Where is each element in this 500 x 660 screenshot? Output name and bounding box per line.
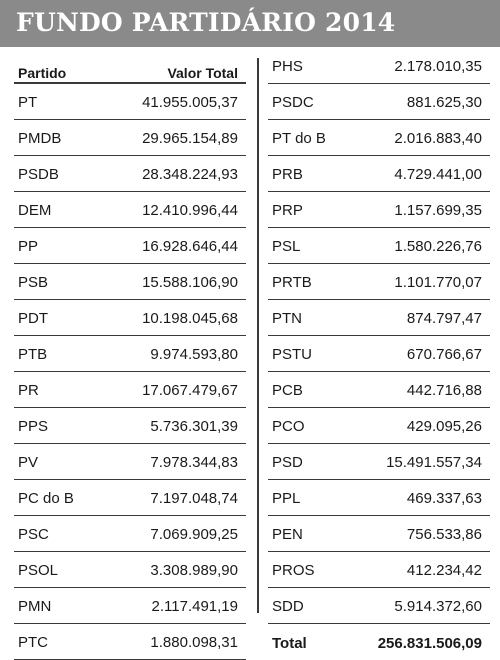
party-fund-table <box>0 50 500 652</box>
party-name: PSOL <box>18 562 59 579</box>
party-name: PSC <box>18 526 49 543</box>
table-row <box>268 408 490 444</box>
table-row <box>14 552 246 588</box>
table-row <box>268 264 490 300</box>
table-row <box>14 156 246 192</box>
party-name: PCO <box>272 418 305 435</box>
table-row <box>268 300 490 336</box>
table-row <box>268 480 490 516</box>
party-value: 1.101.770,07 <box>394 274 482 291</box>
table-row <box>14 120 246 156</box>
column-divider <box>257 58 259 613</box>
table-row <box>14 624 246 660</box>
table-row <box>268 372 490 408</box>
table-row <box>268 84 490 120</box>
party-value: 17.067.479,67 <box>142 382 238 399</box>
party-value: 670.766,67 <box>406 346 482 363</box>
table-row <box>268 336 490 372</box>
party-value: 874.797,47 <box>406 310 482 327</box>
party-value: 1.157.699,35 <box>394 202 482 219</box>
party-value: 2.117.491,19 <box>151 598 238 615</box>
party-name: PT do B <box>272 130 326 147</box>
party-name: PTB <box>18 346 48 363</box>
table-row <box>14 336 246 372</box>
table-row <box>14 588 246 624</box>
party-value: 7.197.048,74 <box>150 490 238 507</box>
party-value: 29.965.154,89 <box>142 130 238 147</box>
table-row <box>268 156 490 192</box>
table-row <box>14 84 246 120</box>
table-row <box>14 444 246 480</box>
party-name: PPS <box>18 418 49 435</box>
party-value: 442.716,88 <box>406 382 482 399</box>
party-value: 7.069.909,25 <box>150 526 238 543</box>
party-name: PHS <box>272 58 303 75</box>
party-name: PRB <box>272 166 303 183</box>
header-value: Valor Total <box>167 65 238 81</box>
table-row <box>268 444 490 480</box>
party-value: 881.625,30 <box>406 94 482 111</box>
party-value: 1.580.226,76 <box>394 238 482 255</box>
party-value: 429.095,26 <box>406 418 482 435</box>
header-party: Partido <box>18 65 67 81</box>
party-name: DEM <box>18 202 52 219</box>
party-value: 3.308.989,90 <box>150 562 238 579</box>
table-row <box>14 300 246 336</box>
party-value: 15.491.557,34 <box>386 454 482 471</box>
table-row <box>268 192 490 228</box>
party-name: PT <box>18 94 38 111</box>
party-value: 16.928.646,44 <box>142 238 238 255</box>
party-value: 469.337,63 <box>406 490 482 507</box>
party-name: SDD <box>272 598 304 615</box>
table-row <box>268 48 490 84</box>
party-name: PTN <box>272 310 302 327</box>
party-value: 5.914.372,60 <box>394 598 482 615</box>
table-row <box>14 480 246 516</box>
party-name: PC do B <box>18 490 74 507</box>
party-name: PSB <box>18 274 49 291</box>
party-name: PR <box>18 382 39 399</box>
table-row <box>14 228 246 264</box>
party-name: PSDC <box>272 94 314 111</box>
party-value: 10.198.045,68 <box>142 310 238 327</box>
party-value: 9.974.593,80 <box>150 346 238 363</box>
table-row <box>14 192 246 228</box>
title-banner <box>0 0 500 50</box>
party-value: 1.880.098,31 <box>150 634 238 651</box>
party-name: PMDB <box>18 130 62 147</box>
party-value: 28.348.224,93 <box>142 166 238 183</box>
total-label: Total <box>272 635 307 652</box>
party-name: PSTU <box>272 346 313 363</box>
table-row <box>268 120 490 156</box>
total-value: 256.831.506,09 <box>377 635 482 652</box>
party-value: 2.178.010,35 <box>394 58 482 75</box>
party-value: 12.410.996,44 <box>142 202 238 219</box>
party-name: PSDB <box>18 166 59 183</box>
table-row <box>268 588 490 624</box>
total-row <box>268 624 490 660</box>
party-name: PSD <box>272 454 303 471</box>
party-value: 2.016.883,40 <box>394 130 482 147</box>
party-name: PEN <box>272 526 303 543</box>
table-row <box>268 552 490 588</box>
party-value: 5.736.301,39 <box>150 418 238 435</box>
table-row <box>14 408 246 444</box>
party-name: PTC <box>18 634 48 651</box>
party-name: PPL <box>272 490 301 507</box>
table-row <box>268 228 490 264</box>
party-name: PV <box>18 454 39 471</box>
page-title: FUNDO PARTIDÁRIO 2014 <box>16 8 396 37</box>
party-name: PDT <box>18 310 48 327</box>
table-column-right <box>268 50 490 652</box>
party-value: 4.729.441,00 <box>394 166 482 183</box>
table-row <box>268 516 490 552</box>
party-name: PP <box>18 238 39 255</box>
table-column-left <box>14 50 246 651</box>
party-value: 412.234,42 <box>406 562 482 579</box>
party-value: 41.955.005,37 <box>142 94 238 111</box>
table-row <box>14 264 246 300</box>
table-header <box>14 62 246 84</box>
party-value: 756.533,86 <box>406 526 482 543</box>
table-row <box>14 372 246 408</box>
party-name: PRP <box>272 202 303 219</box>
party-name: PROS <box>272 562 315 579</box>
party-name: PSL <box>272 238 301 255</box>
party-name: PMN <box>18 598 52 615</box>
party-name: PCB <box>272 382 303 399</box>
party-name: PRTB <box>272 274 312 291</box>
table-row <box>14 516 246 552</box>
party-value: 15.588.106,90 <box>142 274 238 291</box>
party-value: 7.978.344,83 <box>150 454 238 471</box>
